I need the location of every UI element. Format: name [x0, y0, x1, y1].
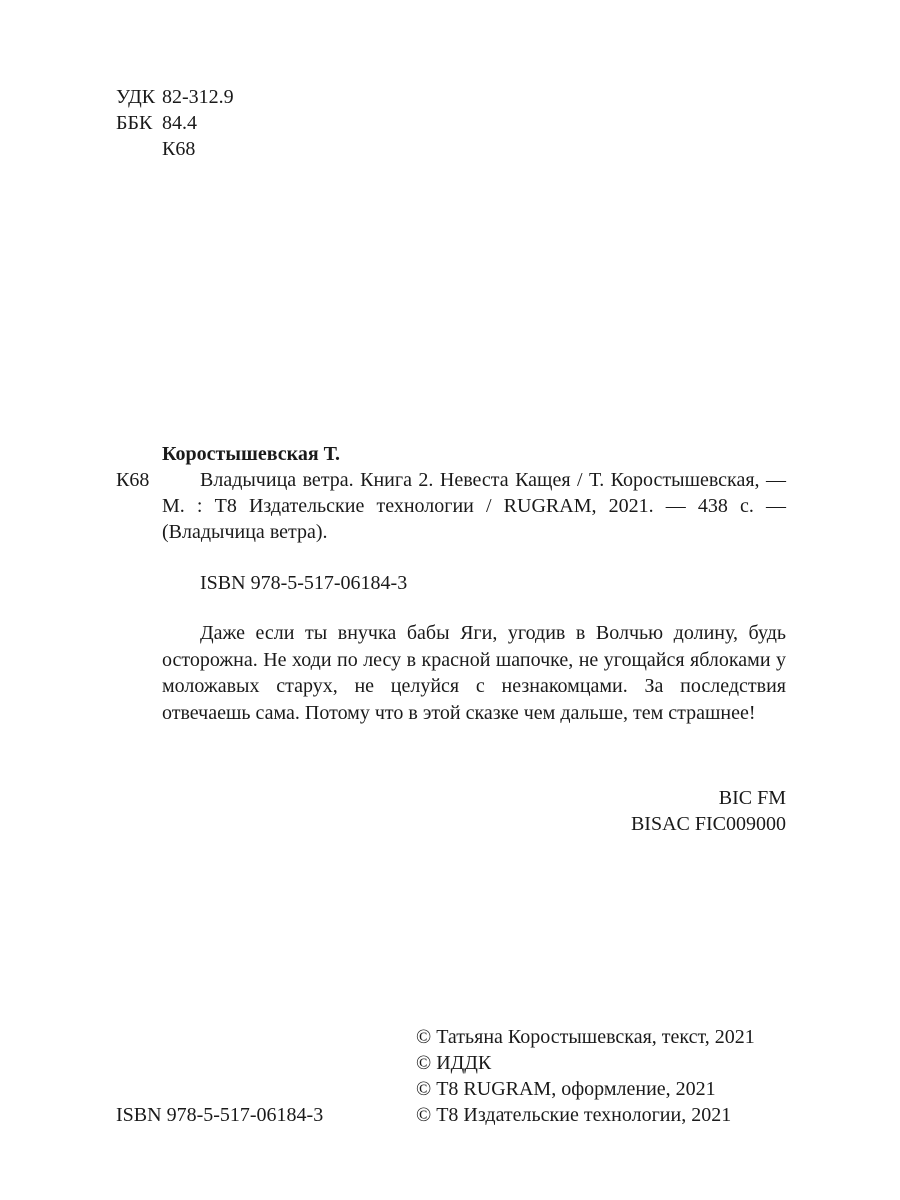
author-name: Коростышевская Т. [162, 443, 341, 465]
copyright-line: © ИДДК [416, 1052, 492, 1074]
bibliographic-description: Владычица ветра. Книга 2. Невеста Кащея / Т. Коростышевская, — М. : Т8 Издательские технологии / RUGRAM, 2021. — 438 с. — (Владычица ветра). [162, 469, 786, 543]
bisac-code: BISAC FIC009000 [630, 813, 786, 835]
bibliographic-isbn: ISBN 978-5-517-06184-3 [200, 572, 408, 594]
copyright-line: © Т8 Издательские технологии, 2021 [416, 1104, 732, 1126]
book-annotation: Даже если ты внучка бабы Яги, угодив в Волчью долину, будь осторожна. Не ходи по лесу в красной шапочке, не угощайся яблоками у моложавых старух, не целуйся с незнакомцами. За последствия отвечаешь сама. Потому что в этой сказке чем дальше, тем страшнее! [162, 622, 786, 724]
bbk-value: 84.4 [162, 112, 197, 134]
udk-label: УДК [116, 86, 156, 108]
author-mark: К68 [162, 138, 196, 160]
footer-isbn: ISBN 978-5-517-06184-3 [116, 1104, 324, 1126]
copyright-line: © Татьяна Коростышевская, текст, 2021 [416, 1026, 755, 1048]
udk-value: 82-312.9 [162, 86, 234, 108]
copyright-line: © Т8 RUGRAM, оформление, 2021 [416, 1078, 716, 1100]
bic-code: BIC FM [718, 787, 786, 809]
copyright-list [416, 1024, 755, 1128]
bbk-label: ББК [116, 112, 153, 134]
author-mark-side: К68 [116, 469, 150, 491]
